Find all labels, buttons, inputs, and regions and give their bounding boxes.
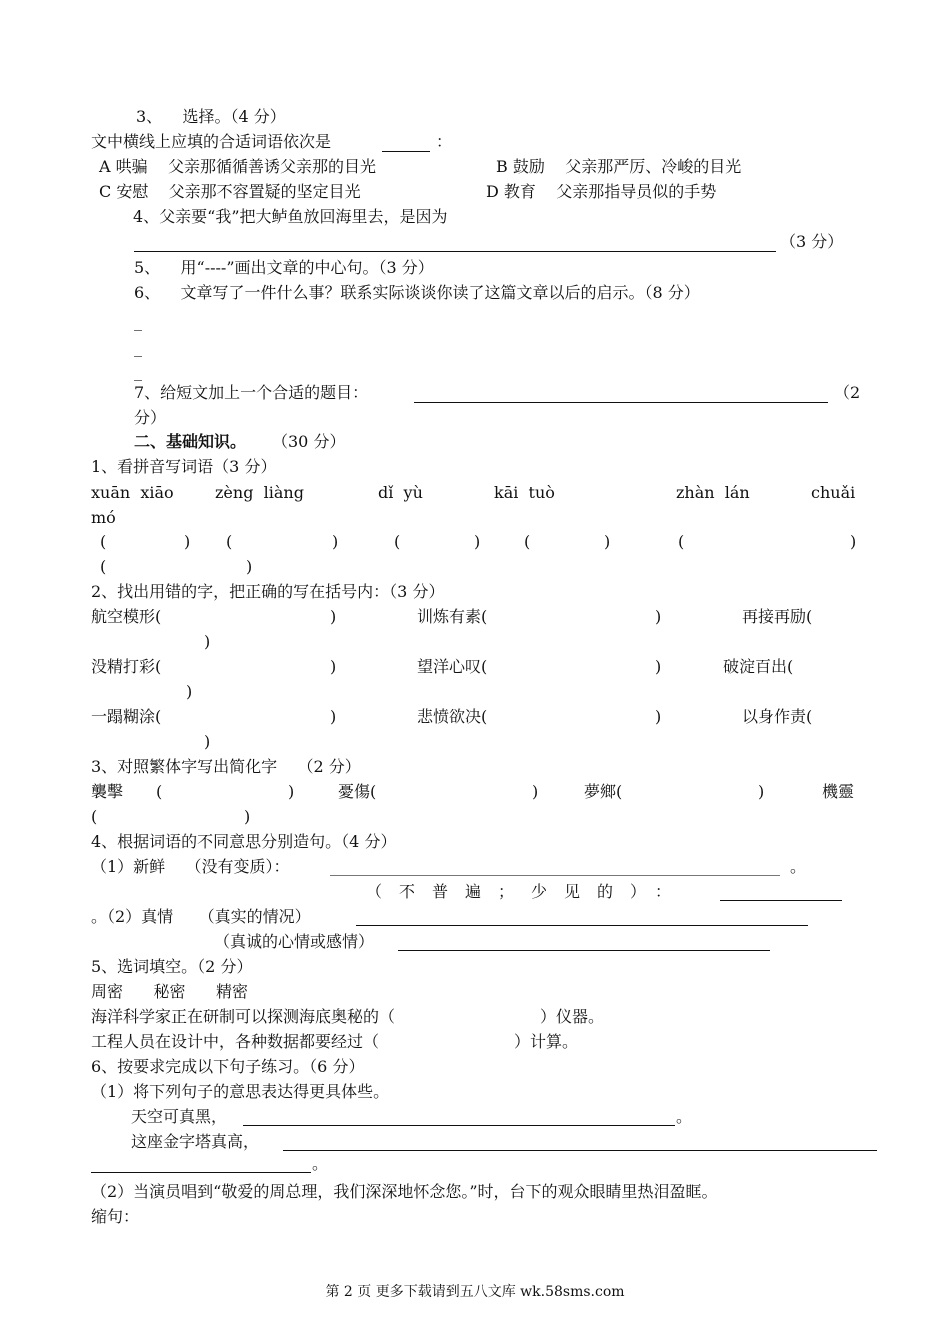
typo-word: 航空模形( — [91, 607, 162, 626]
q7-answer-line — [414, 402, 828, 403]
sentence-item-4: （真诚的心情或感情） — [214, 932, 375, 951]
sentence-line-3 — [356, 925, 808, 926]
sentence-item-3: 。（2）真情 （真实的情况） — [91, 907, 311, 926]
fill-sentence-2: 工程人员在设计中，各种数据都要经过（ — [91, 1032, 380, 1051]
close-paren: ) — [655, 707, 662, 726]
q7-text: 7、给短文加上一个合适的题目： — [134, 383, 369, 402]
trad-title: 3、对照繁体字写出简化字 （2 分） — [91, 757, 361, 776]
practice-sentence-1-end: 。 — [676, 1107, 693, 1126]
typo-word: 一蹋糊涂( — [91, 707, 162, 726]
sentence-line-2 — [720, 900, 842, 901]
close-paren: ) — [330, 607, 337, 626]
pinyin-title: 1、看拼音写词语（3 分） — [91, 457, 277, 476]
practice-title: 6、按要求完成以下句子练习。（6 分） — [91, 1057, 365, 1076]
q4-score: （3 分） — [780, 232, 844, 251]
typo-word: 以身作责( — [742, 707, 813, 726]
close-paren: ) — [330, 657, 337, 676]
close-paren: ) — [204, 632, 211, 651]
practice-condense-label: 缩句： — [91, 1207, 140, 1226]
sentence-item-1-end: 。 — [790, 857, 807, 876]
q3-option-b: B 鼓励 父亲那严厉、冷峻的目光 — [496, 157, 742, 176]
practice-sub-2: （2）当演员唱到“敬爱的周总理，我们深深地怀念您。”时，台下的观众眼睛里热泪盈眶。 — [91, 1182, 718, 1201]
q7-score-b: 分） — [134, 408, 167, 427]
page-footer: 第 2 页 更多下载请到五八文库 wk.58sms.com — [325, 1284, 625, 1300]
close-paren: ) — [184, 532, 191, 551]
close-paren: ) — [474, 532, 481, 551]
pinyin-word: kāi tuò — [494, 483, 555, 502]
sentence-line-1 — [330, 875, 780, 876]
close-paren: ) — [655, 607, 662, 626]
pinyin-word: mó — [91, 508, 116, 527]
fill-sentence-2-end: ）计算。 — [514, 1032, 579, 1051]
fill-words: 周密 秘密 精密 — [91, 982, 249, 1001]
sentence-item-1: （1）新鲜 （没有变质）： — [91, 857, 290, 876]
q3-option-c: C 安慰 父亲那不容置疑的坚定目光 — [99, 182, 361, 201]
open-paren: ( — [226, 532, 233, 551]
typo-word: 望洋心叹( — [417, 657, 488, 676]
close-paren: ) — [246, 557, 253, 576]
trad-word: 機靈 — [822, 782, 855, 801]
q4-text: 4、父亲要“我”把大鲈鱼放回海里去，是因为 — [133, 207, 448, 226]
close-paren: ) — [244, 807, 251, 826]
typo-word: 破淀百出( — [723, 657, 794, 676]
trad-word: 憂傷 — [338, 782, 371, 801]
typo-title: 2、找出用错的字，把正确的写在括号内：（3 分） — [91, 582, 445, 601]
close-paren: ) — [186, 682, 193, 701]
pinyin-word: chuǎi — [811, 483, 856, 502]
sentence-item-2: （不普遍；少见的）： — [366, 882, 689, 901]
q6-blank-mark: _ — [134, 362, 142, 381]
pinyin-word: zèng liàng — [215, 483, 304, 502]
open-paren: ( — [370, 782, 377, 801]
fill-sentence-1: 海洋科学家正在研制可以探测海底奥秘的（ — [91, 1007, 396, 1026]
q3-option-a: A 哄骗 父亲那循循善诱父亲那的目光 — [99, 157, 376, 176]
open-paren: ( — [524, 532, 531, 551]
practice-line-3 — [91, 1172, 311, 1173]
practice-sentence-2: 这座金字塔真高， — [131, 1132, 260, 1151]
close-paren: ) — [604, 532, 611, 551]
close-paren: ) — [288, 782, 295, 801]
sentence-title: 4、根据词语的不同意思分别造句。（4 分） — [91, 832, 397, 851]
typo-word: 训炼有素( — [417, 607, 488, 626]
fill-title: 5、选词填空。（2 分） — [91, 957, 253, 976]
sentence-line-4 — [398, 950, 770, 951]
q3-blank — [382, 151, 430, 152]
practice-line-2 — [283, 1150, 877, 1151]
section2-title: 二、基础知识。 — [134, 432, 247, 451]
q7-score-a: （2 — [834, 383, 861, 402]
close-paren: ) — [850, 532, 857, 551]
open-paren: ( — [100, 557, 107, 576]
trad-word: 夢鄉 — [584, 782, 617, 801]
practice-line-1 — [243, 1125, 675, 1126]
close-paren: ) — [532, 782, 539, 801]
q3-option-d: D 教育 父亲那指导员似的手势 — [486, 182, 717, 201]
practice-sentence-1: 天空可真黑， — [131, 1107, 228, 1126]
open-paren: ( — [91, 807, 98, 826]
open-paren: ( — [678, 532, 685, 551]
typo-word: 没精打彩( — [91, 657, 162, 676]
typo-word: 再接再励( — [742, 607, 813, 626]
q3-title: 3、 选择。（4 分） — [136, 107, 286, 126]
open-paren: ( — [394, 532, 401, 551]
practice-sentence-2-end: 。 — [312, 1154, 329, 1173]
open-paren: ( — [156, 782, 163, 801]
q6-text: 6、 文章写了一件什么事？联系实际谈谈你读了这篇文章以后的启示。（8 分） — [134, 283, 700, 302]
pinyin-word: zhàn lán — [676, 483, 750, 502]
q4-answer-line — [134, 251, 776, 252]
close-paren: ) — [655, 657, 662, 676]
q3-prompt: 文中横线上应填的合适词语依次是 — [91, 132, 332, 151]
typo-word: 悲愤欲决( — [417, 707, 488, 726]
pinyin-word: xuān xiāo — [91, 483, 174, 502]
close-paren: ) — [330, 707, 337, 726]
q6-blank-mark: _ — [134, 312, 142, 331]
open-paren: ( — [100, 532, 107, 551]
trad-word: 襲擊 — [91, 782, 124, 801]
fill-sentence-1-end: ）仪器。 — [540, 1007, 605, 1026]
q3-prompt-end: ： — [436, 132, 453, 151]
pinyin-word: dǐ yù — [378, 483, 423, 502]
close-paren: ) — [204, 732, 211, 751]
q5-text: 5、 用“----”画出文章的中心句。（3 分） — [134, 258, 434, 277]
close-paren: ) — [332, 532, 339, 551]
q6-blank-mark: _ — [134, 338, 142, 357]
section2-score: （30 分） — [272, 432, 346, 451]
close-paren: ) — [758, 782, 765, 801]
open-paren: ( — [616, 782, 623, 801]
practice-sub-1: （1）将下列句子的意思表达得更具体些。 — [91, 1082, 390, 1101]
